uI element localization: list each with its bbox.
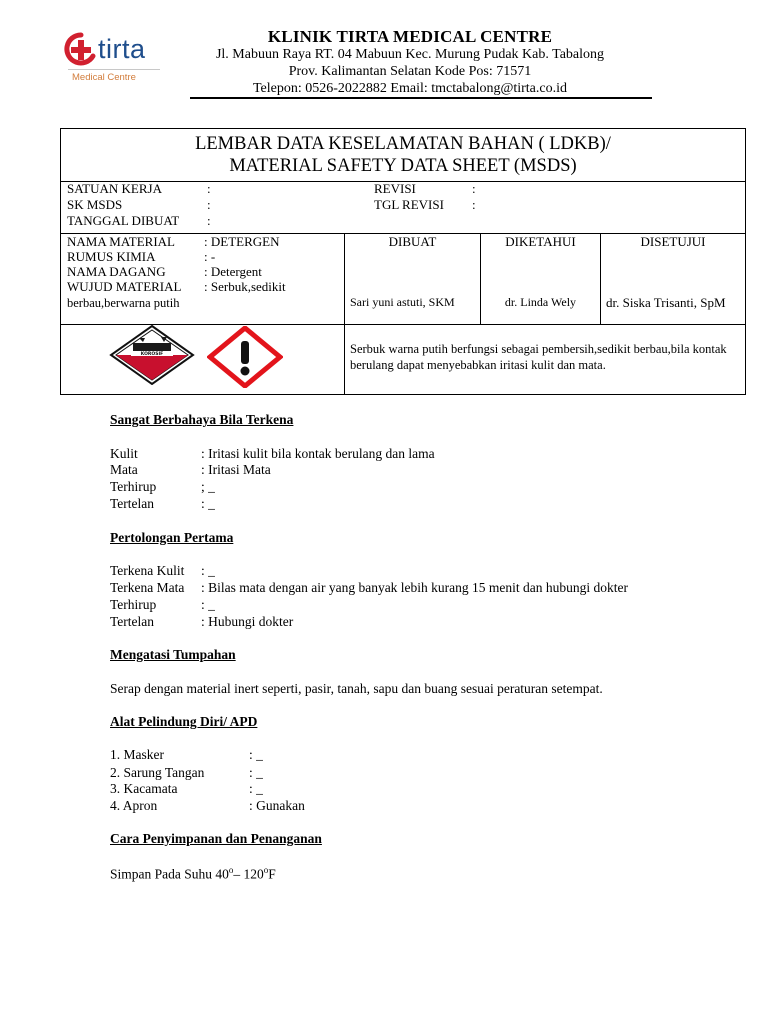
letterhead-rule	[190, 97, 652, 99]
satuan-kerja-label: SATUAN KERJA	[67, 181, 162, 196]
dibuat-header: DIBUAT	[388, 234, 437, 249]
tgl-revisi-label: TGL REVISI	[374, 197, 444, 212]
disetujui-signatory: dr. Siska Trisanti, SpM	[606, 295, 726, 310]
storage-text-start: Simpan Pada Suhu 40	[110, 866, 229, 882]
pertolongan-value: : Hubungi dokter	[201, 614, 294, 629]
rumus-kimia-label: RUMUS KIMIA	[67, 249, 156, 264]
tanggal-dibuat-label: TANGGAL DIBUAT	[67, 213, 180, 228]
apd-label: 1. Masker	[110, 747, 164, 762]
msds-table	[60, 128, 746, 395]
bahaya-label: Kulit	[110, 446, 138, 461]
section-heading-bahaya: Sangat Berbahaya Bila Terkena	[110, 412, 294, 427]
apd-value: : _	[249, 781, 263, 796]
diketahui-header: DIKETAHUI	[505, 234, 576, 249]
nama-dagang-value: : Detergent	[204, 264, 262, 279]
degree-mark: o	[228, 865, 234, 875]
corrosive-hazard-icon	[109, 325, 195, 385]
degree-mark: o	[263, 865, 269, 875]
sk-msds-colon: :	[207, 197, 211, 212]
pertolongan-label: Terhirup	[110, 597, 157, 612]
bahaya-value: : Iritasi Mata	[201, 462, 271, 477]
logo-subtitle: Medical Centre	[72, 72, 136, 83]
revisi-colon: :	[472, 181, 476, 196]
bahaya-value: : Iritasi kulit bila kontak berulang dan lama	[201, 446, 435, 461]
sk-msds-label: SK MSDS	[67, 197, 123, 212]
pertolongan-value: : _	[201, 597, 215, 612]
nama-dagang-label: NAMA DAGANG	[67, 264, 166, 279]
wujud-material-value: : Serbuk,sedikit	[204, 279, 286, 294]
pertolongan-value: : Bilas mata dengan air yang banyak lebih kurang 15 menit dan hubungi dokter	[201, 580, 629, 595]
disetujui-header: DISETUJUI	[640, 234, 706, 249]
logo-wordmark: tirta	[98, 34, 146, 64]
tumpahan-text: Serap dengan material inert seperti, pasir, tanah, sapu dan buang sesuai peraturan setempat.	[110, 681, 603, 696]
section-heading-apd: Alat Pelindung Diri/ APD	[110, 714, 258, 729]
bahaya-label: Terhirup	[110, 479, 157, 494]
exclamation-hazard-icon	[207, 326, 283, 388]
storage-unit: F	[268, 866, 276, 882]
pertolongan-label: Terkena Mata	[110, 580, 185, 595]
clinic-name: KLINIK TIRTA MEDICAL CENTRE	[267, 27, 553, 46]
dibuat-signatory: Sari yuni astuti, SKM	[350, 295, 455, 309]
apd-label: 4. Apron	[110, 798, 158, 813]
section-heading-pertolongan: Pertolongan Pertama	[110, 530, 234, 545]
table-column-divider	[344, 324, 345, 395]
tgl-revisi-colon: :	[472, 197, 476, 212]
bahaya-value: : _	[201, 496, 215, 511]
nama-material-value: : DETERGEN	[204, 234, 280, 249]
clinic-address-line-1: Jl. Mabuun Raya RT. 04 Mabuun Kec. Murung Pudak Kab. Tabalong	[215, 47, 605, 62]
sheet-title-line-1: LEMBAR DATA KESELAMATAN BAHAN ( LDKB)/	[195, 134, 611, 154]
bahaya-value: ; _	[201, 479, 215, 494]
satuan-kerja-colon: :	[207, 181, 211, 196]
tanggal-dibuat-colon: :	[207, 213, 211, 228]
diketahui-signatory: dr. Linda Wely	[504, 295, 577, 309]
apd-label: 3. Kacamata	[110, 781, 178, 796]
logo-divider	[68, 69, 160, 70]
apd-value: : _	[249, 765, 263, 780]
penyimpanan-text	[110, 865, 276, 883]
pertolongan-label: Terkena Kulit	[110, 563, 185, 578]
medical-cross-icon	[64, 32, 98, 68]
rumus-kimia-value: : -	[204, 249, 216, 264]
wujud-material-continuation: berbau,berwarna putih	[67, 296, 180, 310]
sheet-title-line-2: MATERIAL SAFETY DATA SHEET (MSDS)	[229, 156, 577, 176]
section-heading-penyimpanan: Cara Penyimpanan dan Penanganan	[110, 831, 322, 846]
bahaya-label: Mata	[110, 462, 138, 477]
hazard-description: Serbuk warna putih berfungsi sebagai pembersih,sedikit berbau,bila kontak berulang dapat menyebabkan iritasi kulit dan mata.	[350, 342, 727, 372]
storage-text-mid: – 120	[233, 866, 264, 882]
clinic-contact: Telepon: 0526-2022882 Email: tmctabalong@tirta.co.id	[252, 81, 567, 96]
clinic-logo	[64, 30, 174, 86]
section-heading-tumpahan: Mengatasi Tumpahan	[110, 647, 236, 662]
wujud-material-label: WUJUD MATERIAL	[67, 279, 182, 294]
pertolongan-label: Tertelan	[110, 614, 155, 629]
apd-value: : _	[249, 747, 263, 762]
clinic-address-line-2: Prov. Kalimantan Selatan Kode Pos: 71571	[288, 64, 532, 79]
pertolongan-value: : _	[201, 563, 215, 578]
revisi-label: REVISI	[374, 181, 416, 196]
bahaya-label: Tertelan	[110, 496, 155, 511]
korosif-label: KOROSIF	[140, 352, 164, 357]
apd-label: 2. Sarung Tangan	[110, 765, 205, 780]
apd-value: : Gunakan	[249, 798, 305, 813]
nama-material-label: NAMA MATERIAL	[67, 234, 175, 249]
